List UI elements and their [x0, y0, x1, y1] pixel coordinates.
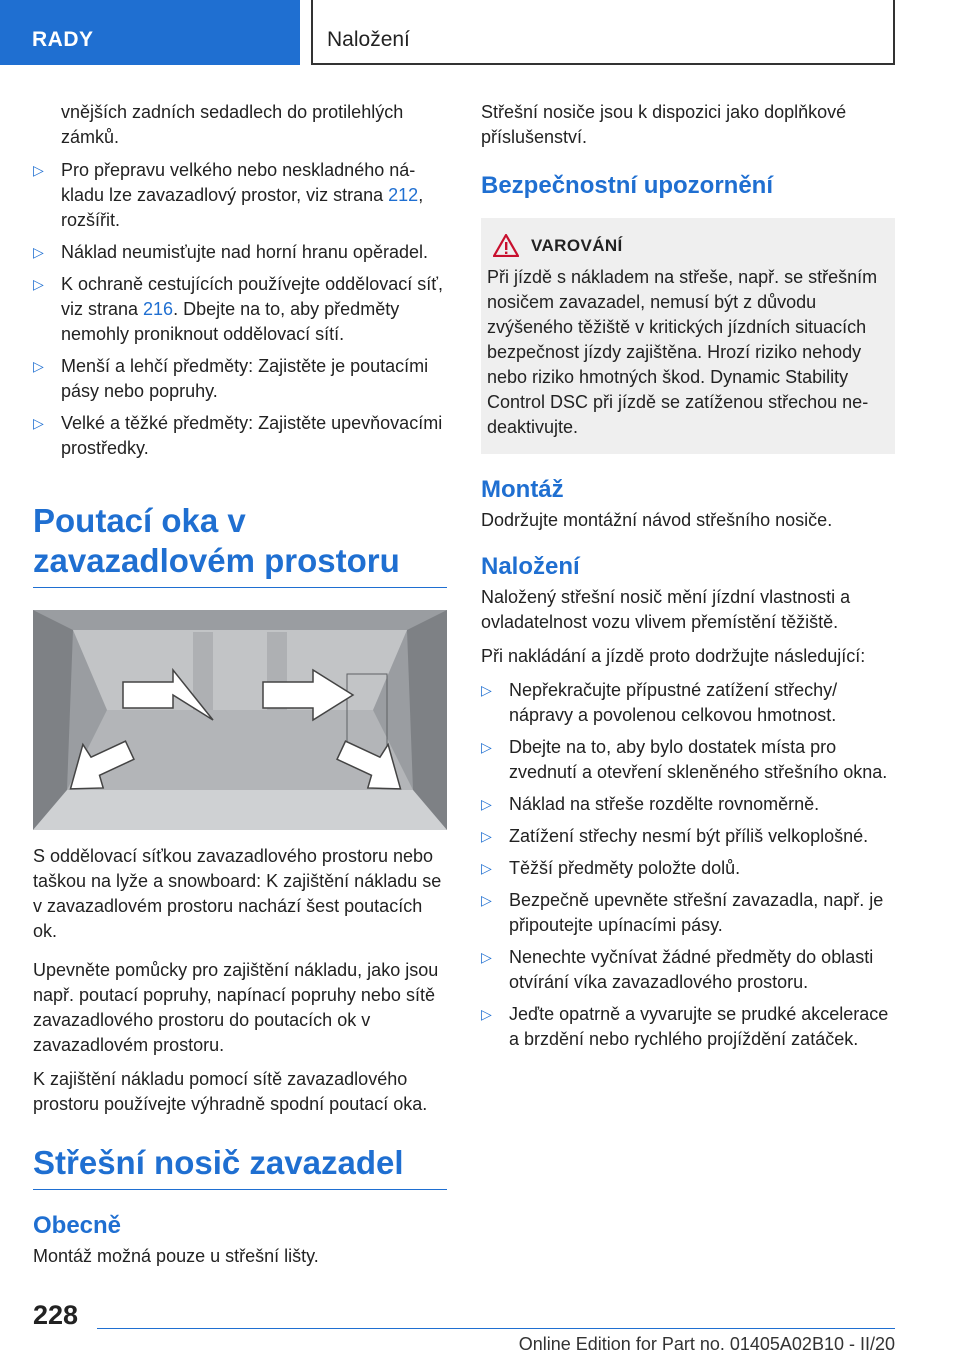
- bullet-marker-icon: ▷: [481, 828, 492, 844]
- warning-header: [487, 234, 883, 257]
- page-number: 228: [33, 1300, 79, 1330]
- bullet-marker-icon: ▷: [33, 162, 44, 178]
- bullet-marker-icon: ▷: [481, 682, 492, 698]
- list-item: ▷ Těžší předměty položte dolů.: [481, 856, 895, 881]
- footer-divider: [97, 1328, 895, 1329]
- warning-text: Při jízdě s nákladem na střeše, např. se střešním nosičem zavazadel, nemusí být z důvodu zvýšeného těžiště v kritických jízdních situacích bezpečnost jízdy zajištěna. Hrozí riziko nehody nebo riziko hmotných škod. Dynamic Stability Control DSC při jízdě se zatíženou střechou nedeaktivujte.: [487, 267, 878, 437]
- bullet-marker-icon: ▷: [481, 739, 492, 755]
- list-item: ▷ Zatížení střechy nesmí být příliš velkoplošné.: [481, 824, 895, 849]
- list-item: ▷ Náklad na střeše rozdělte rovnoměrně.: [481, 792, 895, 817]
- luggage-compartment-photo: [33, 610, 447, 830]
- header-chapter-box: [311, 0, 895, 65]
- list-item: ▷ K ochraně cestujících používejte oddělovací síť, viz strana 216. Dbejte na to, aby předměty nemohly proniknout oddělovací sítí.: [33, 274, 443, 344]
- intro-continuation: vnějších zadních sedadlech do protilehlých zámků.: [61, 102, 404, 147]
- list-item: ▷ Náklad neumisťujte nad horní hranu opěradel.: [33, 240, 447, 265]
- heading-roof-rack: Střešní nosič zavazadel: [33, 1143, 447, 1190]
- page-link-212[interactable]: 212: [388, 185, 419, 205]
- tie-down-para-2: Upevněte pomůcky pro zajištění nákladu, jako jsou např. poutací popruhy, napínací popruhy nebo sítě zavazadlového prostoru do poutacích ok v zavazadlovém prostoru.: [33, 960, 439, 1055]
- left-column: [33, 100, 447, 1278]
- accessory-para: Střešní nosiče jsou k dispozici jako doplňkové příslušenství.: [481, 102, 847, 147]
- bullet-marker-icon: ▷: [33, 358, 44, 374]
- loading-bullet-list: [481, 678, 895, 1052]
- bullet-marker-icon: ▷: [33, 415, 44, 431]
- list-item: ▷ Jeďte opatrně a vyvarujte se prudké akcelerace a brzdění nebo rychlého projíždění zatáček.: [481, 1004, 889, 1049]
- bullet-marker-icon: ▷: [481, 860, 492, 876]
- loading-para-2: Při nakládání a jízdě proto dodržujte následující:: [481, 646, 866, 666]
- loading-para-1: Naložený střešní nosič mění jízdní vlastnosti a ovladatelnost vozu vlivem přemístění těžiště.: [481, 587, 851, 632]
- list-item: ▷ Pro přepravu velkého nebo neskladného nákladu lze zavazadlový prostor, viz strana 212, rozšířit.: [33, 160, 424, 230]
- page-link-216[interactable]: 216: [143, 299, 174, 319]
- heading-loading: Naložení: [481, 553, 580, 580]
- heading-tie-down-eyes: Poutací oka v zavazadlovém prostoru: [33, 501, 447, 588]
- list-item: ▷ Dbejte na to, aby bylo dostatek místa pro zvednutí a otevření skleněného střešního okna.: [481, 737, 888, 782]
- heading-safety: Bezpečnostní upozornění: [481, 172, 774, 199]
- tie-down-para-3: K zajištění nákladu pomocí sítě zavazadlového prostoru používejte výhradně spodní poutací oka.: [33, 1069, 428, 1114]
- warning-title: VAROVÁNÍ: [531, 235, 623, 255]
- mounting-para: Dodržujte montážní návod střešního nosiče.: [481, 510, 833, 530]
- bullet-marker-icon: ▷: [33, 244, 44, 260]
- heading-mounting: Montáž: [481, 476, 564, 503]
- bullet-marker-icon: ▷: [481, 1006, 492, 1022]
- bullet-marker-icon: ▷: [33, 276, 44, 292]
- cargo-bullet-list: [33, 158, 447, 461]
- warning-triangle-icon: [493, 234, 519, 257]
- header-section-tab: [0, 0, 300, 65]
- list-item: ▷ Velké a těžké předměty: Zajistěte upevňovacími prostředky.: [33, 413, 443, 458]
- header-section-label: RADY: [32, 28, 94, 51]
- bullet-marker-icon: ▷: [481, 949, 492, 965]
- luggage-compartment-illustration: [33, 610, 447, 830]
- list-item: ▷ Nenechte vyčnívat žádné předměty do oblasti otvírání víka zavazadlového prostoru.: [481, 947, 874, 992]
- right-column: [481, 100, 895, 1059]
- bullet-marker-icon: ▷: [481, 796, 492, 812]
- general-para: Montáž možná pouze u střešní lišty.: [33, 1246, 319, 1266]
- footer-edition: Online Edition for Part no. 01405A02B10 - II/20: [518, 1334, 895, 1354]
- list-item: ▷ Menší a lehčí předměty: Zajistěte je poutacími pásy nebo popruhy.: [33, 356, 429, 401]
- heading-general: Obecně: [33, 1212, 122, 1239]
- header-chapter-label: Naložení: [327, 28, 410, 51]
- warning-box: [481, 218, 895, 454]
- list-item: ▷ Nepřekračujte přípustné zatížení střechy/ nápravy a povolenou celkovou hmotnost.: [481, 680, 838, 725]
- tie-down-para-1: S oddělovací síťkou zavazadlového prostoru nebo taškou na lyže a snowboard: K zajištění nákladu se v zavazadlovém prostoru nachází šest poutacích ok.: [33, 846, 442, 941]
- list-item: ▷ Bezpečně upevněte střešní zavazadla, např. je připoutejte upínacími pásy.: [481, 890, 884, 935]
- bullet-marker-icon: ▷: [481, 892, 492, 908]
